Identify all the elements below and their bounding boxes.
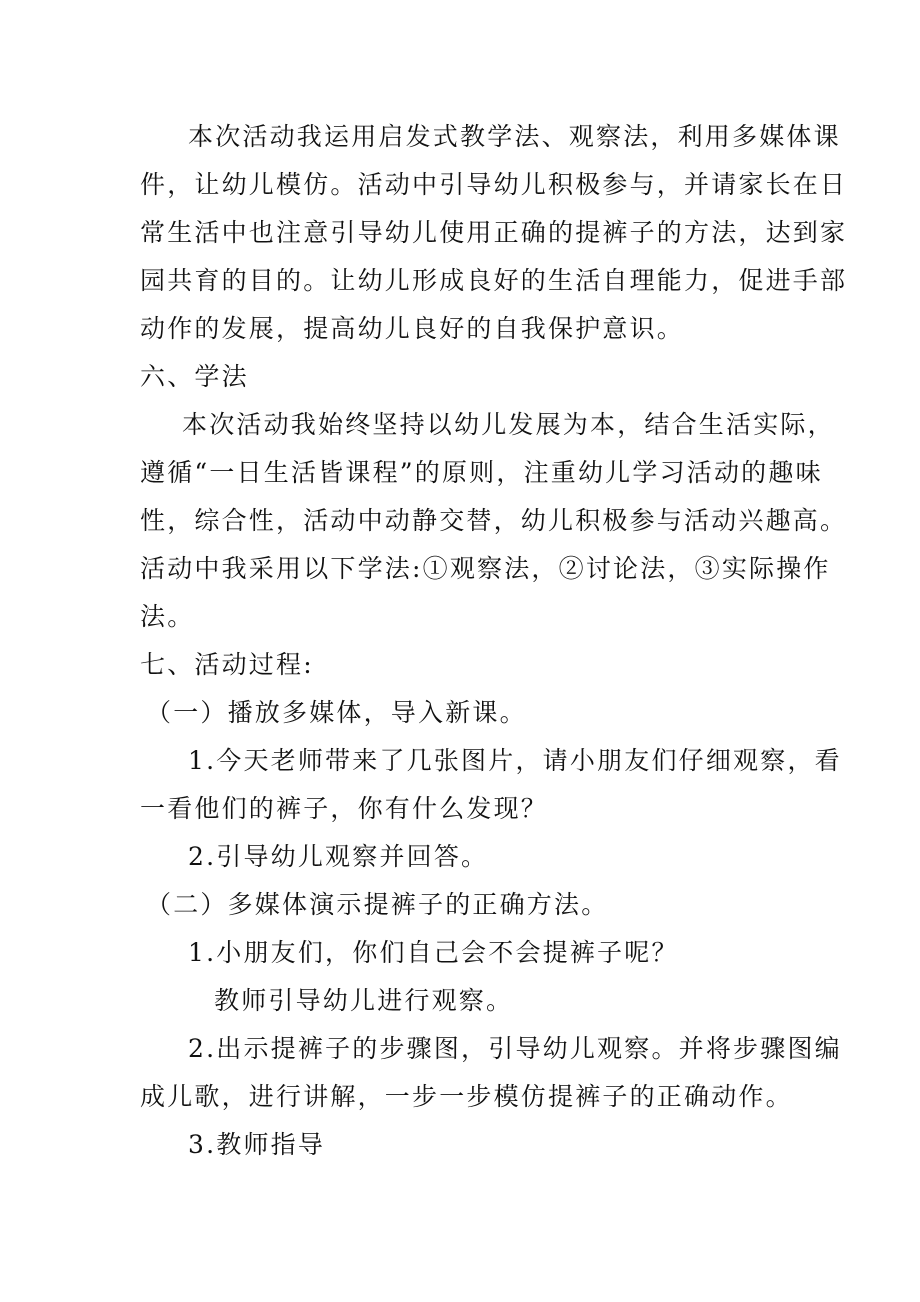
part-two-item-1-note: 教师引导幼儿进行观察。 [214,986,514,1015]
part-two-item-1: 1.小朋友们，你们自己会不会提裤子呢？ [188,938,679,967]
part-two-heading: （二）多媒体演示提裤子的正确方法。 [146,890,609,919]
part-one-item-1-line-1: 1.今天老师带来了几张图片，请小朋友们仔细观察，看 [188,746,842,775]
method-paragraph-line-4: 园共育的目的。让幼儿形成良好的生活自理能力，促进手部 [140,266,848,295]
study-paragraph-line-5: 法。 [140,602,195,631]
study-paragraph-line-1: 本次活动我始终坚持以幼儿发展为本，结合生活实际， [182,410,835,439]
method-paragraph-line-2: 件，让幼儿模仿。活动中引导幼儿积极参与，并请家长在日 [140,170,848,199]
part-two-item-3: 3.教师指导 [188,1130,326,1159]
part-one-item-2: 2.引导幼儿观察并回答。 [188,842,489,871]
part-one-heading: （一）播放多媒体，导入新课。 [146,698,527,727]
study-paragraph-line-3: 性，综合性，活动中动静交替，幼儿积极参与活动兴趣高。 [140,506,848,535]
part-two-item-2-line-2: 成儿歌，进行讲解，一步一步模仿提裤子的正确动作。 [140,1082,793,1111]
method-paragraph-line-3: 常生活中也注意引导幼儿使用正确的提裤子的方法，达到家 [140,218,848,247]
part-one-item-1-line-2: 一看他们的裤子，你有什么发现？ [140,794,549,823]
study-paragraph-line-4: 活动中我采用以下学法:①观察法，②讨论法，③实际操作 [140,554,831,583]
section-six-heading: 六、学法 [140,362,249,391]
part-two-item-2-line-1: 2.出示提裤子的步骤图，引导幼儿观察。并将步骤图编 [188,1034,842,1063]
method-paragraph-line-1: 本次活动我运用启发式教学法、观察法，利用多媒体课 [188,122,841,151]
study-paragraph-line-2: 遵循“一日生活皆课程”的原则，注重幼儿学习活动的趣味 [140,458,823,487]
method-paragraph-line-5: 动作的发展，提高幼儿良好的自我保护意识。 [140,314,685,343]
section-seven-heading: 七、活动过程: [140,650,314,679]
